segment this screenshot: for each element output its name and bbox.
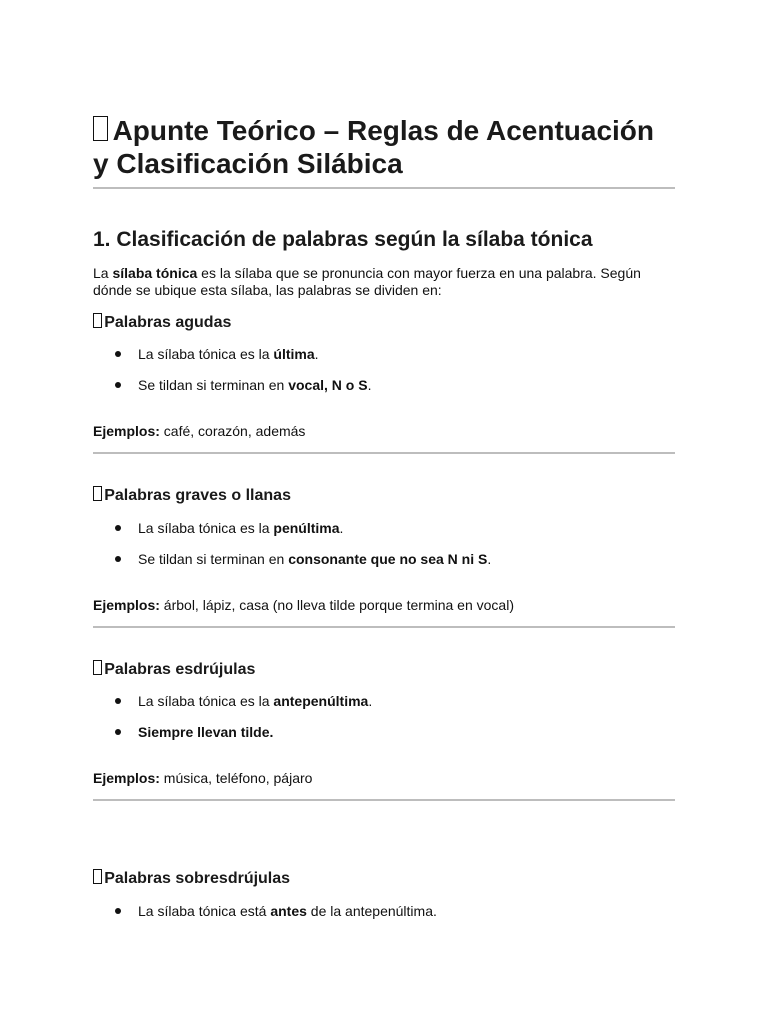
bullet-icon bbox=[115, 525, 121, 531]
bullet-icon bbox=[115, 908, 121, 914]
subheading-sobresdrujulas: Palabras sobresdrújulas bbox=[93, 869, 290, 889]
bullet-icon bbox=[115, 729, 121, 735]
examples-graves: Ejemplos: árbol, lápiz, casa (no lleva tilde porque termina en vocal) bbox=[93, 597, 514, 613]
intro-paragraph: La sílaba tónica es la sílaba que se pronuncia con mayor fuerza en una palabra. Según dónde se ubique esta sílaba, las palabras se dividen en: bbox=[93, 265, 641, 298]
list-item: Siempre llevan tilde. bbox=[115, 723, 273, 741]
divider bbox=[93, 626, 675, 628]
pin-icon bbox=[93, 869, 102, 883]
list-item: La sílaba tónica es la penúltima. bbox=[115, 519, 343, 537]
notebook-icon bbox=[93, 116, 108, 141]
subheading-graves: Palabras graves o llanas bbox=[93, 486, 291, 506]
pin-icon bbox=[93, 660, 102, 674]
bullet-icon bbox=[115, 382, 121, 388]
list-item: La sílaba tónica es la última. bbox=[115, 345, 319, 363]
examples-esdrujulas: Ejemplos: música, teléfono, pájaro bbox=[93, 770, 313, 786]
divider bbox=[93, 799, 675, 801]
list-item: Se tildan si terminan en consonante que no sea N ni S. bbox=[115, 550, 491, 568]
pin-icon bbox=[93, 313, 102, 327]
divider bbox=[93, 187, 675, 189]
list-item: Se tildan si terminan en vocal, N o S. bbox=[115, 376, 371, 394]
subheading-esdrujulas: Palabras esdrújulas bbox=[93, 660, 255, 680]
bullet-icon bbox=[115, 351, 121, 357]
examples-agudas: Ejemplos: café, corazón, además bbox=[93, 423, 306, 439]
pin-icon bbox=[93, 486, 102, 500]
bullet-icon bbox=[115, 698, 121, 704]
list-item: La sílaba tónica es la antepenúltima. bbox=[115, 692, 372, 710]
bullet-icon bbox=[115, 556, 121, 562]
subheading-agudas: Palabras agudas bbox=[93, 313, 231, 333]
divider bbox=[93, 452, 675, 454]
page-title: Apunte Teórico – Reglas de Acentuación y Clasificación Silábica bbox=[93, 115, 655, 179]
section-heading: 1. Clasificación de palabras según la sílaba tónica bbox=[93, 228, 593, 251]
list-item: La sílaba tónica está antes de la antepenúltima. bbox=[115, 902, 437, 920]
